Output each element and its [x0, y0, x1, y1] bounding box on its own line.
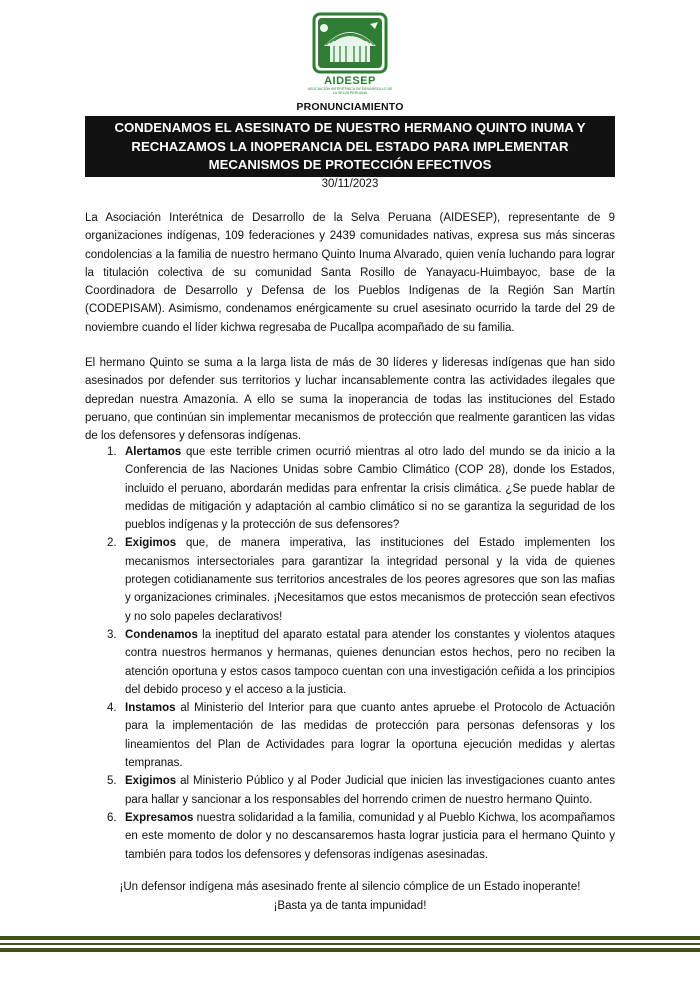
title-line-1: CONDENAMOS EL ASESINATO DE NUESTRO HERMANO QUINTO INUMA Y	[114, 120, 586, 135]
title-banner	[85, 116, 615, 177]
logo-tagline: ASOCIACIÓN INTERÉTNICA DE DESARROLLO DE LA SELVA PERUANA	[307, 87, 393, 95]
footer-stripe	[0, 948, 700, 952]
aidesep-logo	[305, 12, 395, 95]
title-line-2: RECHAZAMOS LA INOPERANCIA DEL ESTADO PARA IMPLEMENTAR	[131, 138, 569, 154]
item-number: 2.	[107, 537, 117, 550]
item-text: nuestra solidaridad a la familia, comunidad y al Pueblo Kichwa, los acompañamos en este momento de dolor y no descansaremos hasta lograr justicia para el hermano Quinto y también para todos los defensores y defensoras indígenas asesinadas.	[125, 811, 615, 861]
item-number: 1.	[107, 446, 117, 458]
item-number: 4.	[107, 702, 117, 715]
list-item	[85, 443, 615, 534]
item-text: que, de manera imperativa, las instituciones del Estado implementen los mecanismos intersectoriales para garantizar la integridad personal y la vida de quienes protegen cotidianamente sus territorios ancestrales de los peores agresores que son las mafias y organizaciones criminales. ¡Necesitamos que estos mecanismos de protección sean efectivos y no solo papeles declarativos!	[125, 537, 615, 623]
footer-stripe	[0, 943, 700, 945]
list-item	[85, 809, 615, 864]
item-lead: Condenamos	[125, 628, 198, 641]
closing-line-1: ¡Un defensor indígena más asesinado frente al silencio cómplice de un Estado inoperante!	[119, 881, 581, 893]
logo-name: AIDESEP	[324, 75, 376, 87]
demands-list	[85, 443, 615, 864]
item-number: 3.	[107, 628, 117, 641]
maloca-house-icon	[312, 12, 388, 74]
closing-line-2: ¡Basta ya de tanta impunidad!	[273, 900, 427, 912]
item-text: al Ministerio Público y al Poder Judicial que inicien las investigaciones cuanto antes para hallar y sancionar a los responsables del horrendo crimen de nuestro hermano Quinto.	[125, 775, 615, 806]
item-text: al Ministerio del Interior para que cuanto antes apruebe el Protocolo de Actuación para la implementación de las medidas de protección para personas defensoras y los lineamientos del Plan de Actividades para lograr la oportuna ejecución medidas y alertas tempranas.	[125, 702, 615, 770]
context-paragraph: El hermano Quinto se suma a la larga lista de más de 30 líderes y lideresas indígenas que han sido asesinados por defender sus territorios y luchar incansablemente contra las actividades ilegales que depredan nuestra Amazonía. A ello se suma la inoperancia de todas las instituciones del Estado peruano, que continúan sin implementar mecanismos de protección que realmente garanticen las vidas de los defensores y defensoras indígenas.	[85, 357, 615, 443]
title-line-3: MECANISMOS DE PROTECCIÓN EFECTIVOS	[208, 157, 492, 172]
list-item	[85, 626, 615, 699]
item-lead: Exigimos	[125, 537, 177, 550]
closing-statement	[0, 878, 700, 916]
document-date: 30/11/2023	[321, 178, 379, 190]
list-item	[85, 534, 615, 625]
item-lead: Instamos	[125, 702, 176, 715]
footer-stripe	[0, 936, 700, 940]
item-text: que este terrible crimen ocurrió mientras al otro lado del mundo se da inicio a la Conferencia de las Naciones Unidas sobre Cambio Climático (COP 28), donde los Estados, incluido el peruano, abordarán medidas para enfrentar la crisis climática. ¿Se puede hablar de medidas de mitigación y adaptación al cambio climático si no se garantiza la seguridad de los pueblos indígenas y la protección de sus defensores?	[125, 446, 615, 532]
list-item	[85, 699, 615, 772]
item-text: la ineptitud del aparato estatal para atender los constantes y violentos ataques contra nuestros hermanos y hermanas, quienes denuncian estos hechos, pero no reciben la atención oportuna y estos casos tampoco cuentan con una investigación ceñida a los principios del debido proceso y el acceso a la justicia.	[125, 628, 615, 696]
item-lead: Exigimos	[125, 775, 177, 788]
intro-paragraph: La Asociación Interétnica de Desarrollo de la Selva Peruana (AIDESEP), representante de 9 organizaciones indígenas, 109 federaciones y 2439 comunidades nativas, expresa sus más sinceras condolencias a la familia de nuestro hermano Quinto Inuma Alvarado, quien venía luchando para lograr la titulación colectiva de su comunidad Santa Rosillo de Yanayacu-Huimbayoc, base de la Coordinadora de Desarrollo y Defensa de los Pueblos Indígenas de la Región San Martín (CODEPISAM). Asimismo, condenamos enérgicamente su cruel asesinato ocurrido la tarde del 29 de noviembre cuando el líder kichwa regresaba de Pucallpa acompañado de su familia.	[85, 212, 615, 334]
item-lead: Alertamos	[125, 446, 182, 458]
list-item	[85, 772, 615, 809]
item-number: 5.	[107, 775, 117, 788]
item-number: 6.	[107, 811, 117, 824]
document-type: PRONUNCIAMIENTO	[296, 101, 404, 113]
item-lead: Expresamos	[125, 811, 194, 824]
